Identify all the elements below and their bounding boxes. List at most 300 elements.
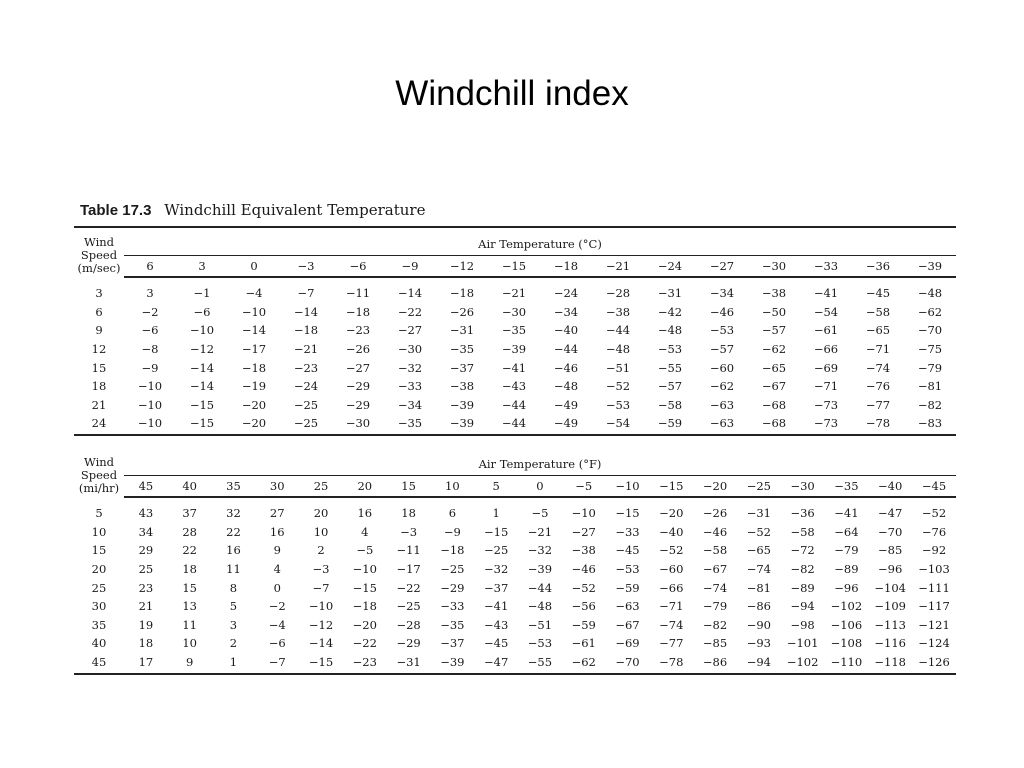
windchill-value-cell: −18 <box>440 543 465 558</box>
windchill-value-cell: −17 <box>396 562 421 577</box>
speed-label: Speed <box>80 468 118 482</box>
windchill-value-cell: −25 <box>484 543 509 558</box>
temp-header-cell: −24 <box>644 256 696 278</box>
windchill-value-cell: 9 <box>186 655 194 670</box>
windchill-value-cell: −62 <box>761 342 787 357</box>
windchill-value-cell: −65 <box>865 323 891 338</box>
windchill-value-cell: −29 <box>345 379 371 394</box>
windchill-value-cell: −38 <box>449 379 475 394</box>
windchill-value-cell: −69 <box>813 360 839 375</box>
windchill-value-cell: −41 <box>834 506 859 521</box>
windchill-value-cell: −58 <box>865 304 891 319</box>
windchill-value-cell: −32 <box>484 562 509 577</box>
temp-header-cell: 5 <box>474 476 518 498</box>
wind-label: Wind <box>83 455 115 469</box>
windchill-value-cell: −111 <box>918 580 950 595</box>
windchill-value-cell: −14 <box>397 286 423 301</box>
windchill-value-cell: −54 <box>605 416 631 431</box>
windchill-value-cell: −11 <box>396 543 421 558</box>
windchill-value-cell: −73 <box>813 397 839 412</box>
windchill-value-cell: 10 <box>182 636 197 651</box>
windchill-value-cell: −53 <box>709 323 735 338</box>
windchill-value-cell: −15 <box>615 506 640 521</box>
temp-header-cell: 35 <box>212 476 256 498</box>
temp-header-cell: 10 <box>430 476 474 498</box>
windchill-value-cell: −106 <box>830 617 863 632</box>
table-row <box>74 634 956 653</box>
windchill-value-cell: −33 <box>615 524 640 539</box>
windchill-value-cell: −3 <box>312 562 330 577</box>
wind-speed-cell: 18 <box>91 379 107 394</box>
windchill-value-cell: −12 <box>189 342 215 357</box>
windchill-value-cell: −85 <box>878 543 903 558</box>
windchill-value-cell: −14 <box>189 379 215 394</box>
windchill-value-cell: −29 <box>396 636 421 651</box>
windchill-value-cell: −75 <box>917 342 943 357</box>
temp-header-cell: −9 <box>384 256 436 278</box>
windchill-value-cell: −14 <box>241 323 267 338</box>
windchill-value-cell: 43 <box>138 506 154 521</box>
windchill-value-cell: 17 <box>138 655 154 670</box>
windchill-value-cell: −37 <box>484 580 509 595</box>
windchill-value-cell: −7 <box>268 655 286 670</box>
windchill-value-cell: −124 <box>918 636 950 651</box>
windchill-value-cell: −34 <box>553 304 579 319</box>
fahrenheit-temp-header-row <box>74 476 956 498</box>
windchill-value-cell: −69 <box>615 636 640 651</box>
windchill-value-cell: −59 <box>657 416 683 431</box>
windchill-value-cell: −29 <box>440 580 465 595</box>
windchill-value-cell: 6 <box>448 506 457 521</box>
windchill-value-cell: −40 <box>659 524 684 539</box>
windchill-value-cell: −30 <box>501 304 527 319</box>
temp-header-cell: −30 <box>781 476 825 498</box>
windchill-value-cell: −62 <box>571 655 596 670</box>
windchill-value-cell: −78 <box>865 416 891 431</box>
windchill-value-cell: −15 <box>189 397 215 412</box>
windchill-value-cell: −22 <box>352 636 377 651</box>
windchill-value-cell: 5 <box>229 599 238 614</box>
windchill-value-cell: −62 <box>917 304 943 319</box>
windchill-value-cell: −24 <box>553 286 579 301</box>
windchill-value-cell: 3 <box>146 286 154 301</box>
windchill-value-cell: −26 <box>702 506 728 521</box>
windchill-value-cell: −47 <box>878 506 903 521</box>
windchill-value-cell: 15 <box>182 580 197 595</box>
windchill-value-cell: −1 <box>193 286 211 301</box>
wind-speed-cell: 45 <box>91 655 107 670</box>
windchill-value-cell: −57 <box>761 323 787 338</box>
temp-header-cell: 30 <box>255 476 299 498</box>
wind-speed-cell: 30 <box>91 599 107 614</box>
windchill-value-cell: −89 <box>790 580 815 595</box>
windchill-value-cell: −117 <box>918 599 950 614</box>
windchill-value-cell: −67 <box>761 379 787 394</box>
windchill-value-cell: 9 <box>273 543 281 558</box>
windchill-value-cell: −38 <box>605 304 631 319</box>
windchill-value-cell: −79 <box>834 543 859 558</box>
temp-header-cell: −25 <box>737 476 781 498</box>
windchill-value-cell: −25 <box>293 397 319 412</box>
windchill-value-cell: −38 <box>571 543 596 558</box>
windchill-value-cell: 2 <box>229 636 238 651</box>
temp-header-cell: −15 <box>649 476 693 498</box>
windchill-value-cell: −45 <box>484 636 509 651</box>
temp-header-cell: −18 <box>540 256 592 278</box>
windchill-value-cell: 4 <box>273 562 281 577</box>
windchill-value-cell: −71 <box>813 379 839 394</box>
temp-header-cell: −6 <box>332 256 384 278</box>
celsius-air-label: Air Temperature (°C) <box>478 237 602 251</box>
windchill-value-cell: −14 <box>308 636 334 651</box>
temp-header-cell: −3 <box>280 256 332 278</box>
windchill-value-cell: −10 <box>189 323 215 338</box>
windchill-value-cell: 18 <box>138 636 154 651</box>
windchill-value-cell: 16 <box>357 506 373 521</box>
temp-header-cell: −5 <box>562 476 606 498</box>
windchill-value-cell: −73 <box>813 416 839 431</box>
table-row <box>74 414 956 433</box>
windchill-value-cell: −77 <box>865 397 891 412</box>
wind-label: Wind <box>83 235 115 249</box>
windchill-value-cell: −58 <box>657 397 683 412</box>
windchill-value-cell: −65 <box>761 360 787 375</box>
windchill-value-cell: −21 <box>501 286 527 301</box>
temp-header-cell: −35 <box>825 476 869 498</box>
windchill-value-cell: 0 <box>273 580 281 595</box>
temp-header-cell: −10 <box>606 476 650 498</box>
windchill-value-cell: −5 <box>531 506 549 521</box>
windchill-value-cell: −2 <box>268 599 286 614</box>
table-row <box>74 541 956 560</box>
windchill-value-cell: −67 <box>615 617 640 632</box>
windchill-value-cell: −8 <box>141 342 159 357</box>
wind-speed-cell: 24 <box>91 416 107 431</box>
windchill-value-cell: −101 <box>786 636 819 651</box>
windchill-value-cell: 34 <box>138 524 154 539</box>
windchill-value-cell: −21 <box>527 524 553 539</box>
windchill-value-cell: −94 <box>790 599 815 614</box>
windchill-value-cell: −35 <box>397 416 423 431</box>
wind-speed-cell: 5 <box>95 506 103 521</box>
windchill-value-cell: −39 <box>501 342 527 357</box>
windchill-value-cell: −30 <box>397 342 423 357</box>
windchill-value-cell: −25 <box>396 599 421 614</box>
windchill-value-cell: −94 <box>746 655 771 670</box>
windchill-value-cell: −26 <box>345 342 371 357</box>
windchill-value-cell: −15 <box>189 416 215 431</box>
windchill-value-cell: −23 <box>352 655 377 670</box>
windchill-value-cell: −31 <box>657 286 683 301</box>
windchill-value-cell: −43 <box>501 379 527 394</box>
windchill-value-cell: −66 <box>813 342 839 357</box>
windchill-value-cell: −77 <box>659 636 684 651</box>
windchill-value-cell: 18 <box>182 562 197 577</box>
windchill-value-cell: −29 <box>345 397 371 412</box>
windchill-value-cell: −3 <box>400 524 418 539</box>
table-row <box>74 616 956 635</box>
windchill-value-cell: −126 <box>918 655 950 670</box>
wind-speed-cell: 12 <box>91 342 107 357</box>
windchill-value-cell: −68 <box>761 397 787 412</box>
windchill-value-cell: −57 <box>709 342 735 357</box>
windchill-value-cell: 19 <box>138 617 154 632</box>
windchill-value-cell: −48 <box>917 286 943 301</box>
windchill-value-cell: −40 <box>553 323 579 338</box>
windchill-value-cell: −11 <box>345 286 371 301</box>
windchill-value-cell: −86 <box>746 599 771 614</box>
table-row <box>74 578 956 597</box>
windchill-value-cell: −48 <box>605 342 631 357</box>
windchill-value-cell: −45 <box>865 286 891 301</box>
windchill-value-cell: −49 <box>553 416 579 431</box>
windchill-value-cell: −31 <box>449 323 475 338</box>
windchill-value-cell: −58 <box>790 524 815 539</box>
windchill-value-cell: −32 <box>397 360 423 375</box>
windchill-value-cell: −33 <box>440 599 465 614</box>
windchill-value-cell: −63 <box>709 416 735 431</box>
windchill-value-cell: −22 <box>397 304 423 319</box>
windchill-value-cell: −31 <box>396 655 421 670</box>
windchill-value-cell: −74 <box>702 580 728 595</box>
windchill-value-cell: −35 <box>501 323 527 338</box>
windchill-value-cell: −110 <box>830 655 863 670</box>
windchill-value-cell: −62 <box>709 379 735 394</box>
windchill-value-cell: −83 <box>917 416 943 431</box>
table-row <box>74 504 956 523</box>
windchill-value-cell: −74 <box>746 562 771 577</box>
windchill-value-cell: −20 <box>241 397 267 412</box>
windchill-value-cell: −39 <box>440 655 465 670</box>
speed-unit-label: (m/sec) <box>77 261 121 275</box>
table-row <box>74 358 956 377</box>
windchill-value-cell: −102 <box>830 599 863 614</box>
windchill-value-cell: −74 <box>865 360 891 375</box>
windchill-value-cell: −103 <box>918 562 950 577</box>
windchill-value-cell: −39 <box>449 416 475 431</box>
wind-speed-cell: 21 <box>91 397 107 412</box>
windchill-value-cell: −51 <box>527 617 553 632</box>
windchill-value-cell: −10 <box>137 397 163 412</box>
windchill-value-cell: −82 <box>790 562 815 577</box>
windchill-value-cell: −31 <box>746 506 771 521</box>
wind-speed-cell: 6 <box>95 304 103 319</box>
temp-header-cell: 40 <box>168 476 212 498</box>
windchill-value-cell: −71 <box>865 342 891 357</box>
windchill-value-cell: −102 <box>786 655 819 670</box>
windchill-value-cell: −18 <box>241 360 267 375</box>
temp-header-cell: 20 <box>343 476 387 498</box>
windchill-value-cell: −48 <box>657 323 683 338</box>
windchill-value-cell: −52 <box>659 543 684 558</box>
windchill-value-cell: −6 <box>193 304 211 319</box>
windchill-value-cell: 25 <box>138 562 154 577</box>
windchill-value-cell: −52 <box>746 524 771 539</box>
windchill-value-cell: −46 <box>702 524 728 539</box>
table-row <box>74 303 956 322</box>
windchill-value-cell: −64 <box>834 524 859 539</box>
table-row <box>74 377 956 396</box>
windchill-value-cell: −20 <box>241 416 267 431</box>
windchill-value-cell: −17 <box>241 342 267 357</box>
windchill-value-cell: 4 <box>361 524 369 539</box>
windchill-value-cell: −113 <box>874 617 906 632</box>
windchill-value-cell: −70 <box>917 323 943 338</box>
windchill-value-cell: −85 <box>702 636 728 651</box>
windchill-value-cell: −2 <box>141 304 159 319</box>
wind-speed-cell: 15 <box>91 360 107 375</box>
windchill-value-cell: −57 <box>657 379 683 394</box>
mid-rule <box>74 434 956 436</box>
windchill-value-cell: −118 <box>874 655 906 670</box>
windchill-value-cell: −59 <box>571 617 596 632</box>
windchill-value-cell: −39 <box>527 562 553 577</box>
windchill-value-cell: −44 <box>605 323 631 338</box>
windchill-value-cell: −98 <box>790 617 815 632</box>
table-row <box>74 396 956 415</box>
windchill-value-cell: −27 <box>345 360 371 375</box>
temp-header-cell: 15 <box>387 476 431 498</box>
windchill-value-cell: 2 <box>317 543 325 558</box>
windchill-value-cell: 27 <box>269 506 285 521</box>
windchill-value-cell: −7 <box>312 580 330 595</box>
windchill-value-cell: −44 <box>501 397 527 412</box>
windchill-value-cell: −86 <box>702 655 728 670</box>
windchill-value-cell: 21 <box>138 599 154 614</box>
table-row <box>74 523 956 542</box>
table-row <box>74 284 956 303</box>
windchill-value-cell: −67 <box>702 562 728 577</box>
windchill-value-cell: −66 <box>659 580 684 595</box>
windchill-value-cell: −35 <box>449 342 475 357</box>
windchill-value-cell: −14 <box>293 304 319 319</box>
windchill-value-cell: −44 <box>553 342 579 357</box>
wind-speed-cell: 9 <box>95 323 103 338</box>
windchill-value-cell: −42 <box>657 304 683 319</box>
windchill-value-cell: −23 <box>293 360 319 375</box>
windchill-value-cell: −9 <box>141 360 159 375</box>
windchill-value-cell: −5 <box>356 543 374 558</box>
fahrenheit-speed-header <box>74 449 124 497</box>
windchill-value-cell: −18 <box>449 286 475 301</box>
windchill-value-cell: −41 <box>813 286 839 301</box>
temp-header-cell: −12 <box>436 256 488 278</box>
windchill-value-cell: 16 <box>226 543 241 558</box>
windchill-value-cell: −46 <box>571 562 596 577</box>
windchill-value-cell: −68 <box>761 416 787 431</box>
windchill-value-cell: −58 <box>702 543 728 558</box>
windchill-value-cell: −53 <box>605 397 631 412</box>
windchill-value-cell: −27 <box>571 524 596 539</box>
windchill-value-cell: 29 <box>138 543 154 558</box>
temp-header-cell: −33 <box>800 256 852 278</box>
windchill-value-cell: 1 <box>229 655 238 670</box>
windchill-value-cell: −7 <box>297 286 315 301</box>
windchill-value-cell: −109 <box>874 599 906 614</box>
windchill-value-cell: −4 <box>245 286 263 301</box>
windchill-value-cell: −28 <box>605 286 631 301</box>
windchill-value-cell: −82 <box>917 397 943 412</box>
windchill-value-cell: −44 <box>527 580 553 595</box>
table-row <box>74 340 956 359</box>
windchill-value-cell: 16 <box>269 524 285 539</box>
temp-header-cell: −20 <box>693 476 737 498</box>
windchill-value-cell: −76 <box>921 524 947 539</box>
windchill-value-cell: −44 <box>501 416 527 431</box>
windchill-value-cell: 11 <box>226 562 241 577</box>
windchill-value-cell: −14 <box>189 360 215 375</box>
windchill-value-cell: −21 <box>293 342 319 357</box>
windchill-value-cell: −63 <box>709 397 735 412</box>
speed-label: Speed <box>80 248 118 262</box>
windchill-value-cell: −22 <box>396 580 421 595</box>
table-number: Table 17.3 <box>80 202 152 219</box>
windchill-value-cell: −48 <box>527 599 553 614</box>
windchill-value-cell: −79 <box>702 599 728 614</box>
windchill-value-cell: −39 <box>449 397 475 412</box>
windchill-value-cell: −28 <box>396 617 421 632</box>
windchill-value-cell: −15 <box>484 524 509 539</box>
windchill-value-cell: −6 <box>268 636 286 651</box>
wind-speed-cell: 40 <box>91 636 107 651</box>
windchill-value-cell: −52 <box>921 506 947 521</box>
windchill-value-cell: −45 <box>615 543 640 558</box>
windchill-value-cell: −50 <box>761 304 787 319</box>
wind-speed-cell: 20 <box>91 562 107 577</box>
windchill-value-cell: −46 <box>709 304 735 319</box>
windchill-value-cell: −79 <box>917 360 943 375</box>
temp-header-cell: −15 <box>488 256 540 278</box>
windchill-value-cell: −25 <box>293 416 319 431</box>
windchill-value-cell: −4 <box>268 617 286 632</box>
windchill-value-cell: −92 <box>921 543 947 558</box>
windchill-value-cell: −60 <box>659 562 684 577</box>
slide-title: Windchill index <box>395 74 629 113</box>
top-rule <box>74 226 956 228</box>
windchill-value-cell: −18 <box>345 304 371 319</box>
windchill-value-cell: 8 <box>229 580 238 595</box>
windchill-value-cell: −53 <box>657 342 683 357</box>
windchill-value-cell: −24 <box>293 379 319 394</box>
windchill-value-cell: −53 <box>527 636 553 651</box>
temp-header-cell: −40 <box>868 476 912 498</box>
windchill-value-cell: −43 <box>484 617 509 632</box>
temp-header-cell: 25 <box>299 476 343 498</box>
wind-speed-cell: 10 <box>91 524 107 539</box>
temp-header-cell: 6 <box>124 256 176 278</box>
windchill-value-cell: −81 <box>746 580 771 595</box>
windchill-value-cell: −41 <box>501 360 527 375</box>
windchill-value-cell: 23 <box>138 580 154 595</box>
temp-header-cell: −30 <box>748 256 800 278</box>
windchill-value-cell: −49 <box>553 397 579 412</box>
fahrenheit-air-label: Air Temperature (°F) <box>478 457 602 471</box>
windchill-value-cell: −55 <box>527 655 553 670</box>
fahrenheit-body <box>74 497 956 671</box>
temp-header-cell: −21 <box>592 256 644 278</box>
windchill-value-cell: −78 <box>659 655 684 670</box>
windchill-value-cell: −12 <box>308 617 334 632</box>
windchill-value-cell: −25 <box>440 562 465 577</box>
windchill-value-cell: −33 <box>397 379 423 394</box>
windchill-value-cell: −53 <box>615 562 640 577</box>
windchill-value-cell: −15 <box>308 655 334 670</box>
speed-unit-label: (mi/hr) <box>78 481 120 495</box>
wind-speed-cell: 3 <box>95 286 103 301</box>
windchill-value-cell: −10 <box>308 599 334 614</box>
windchill-value-cell: −121 <box>918 617 950 632</box>
windchill-value-cell: −23 <box>345 323 371 338</box>
